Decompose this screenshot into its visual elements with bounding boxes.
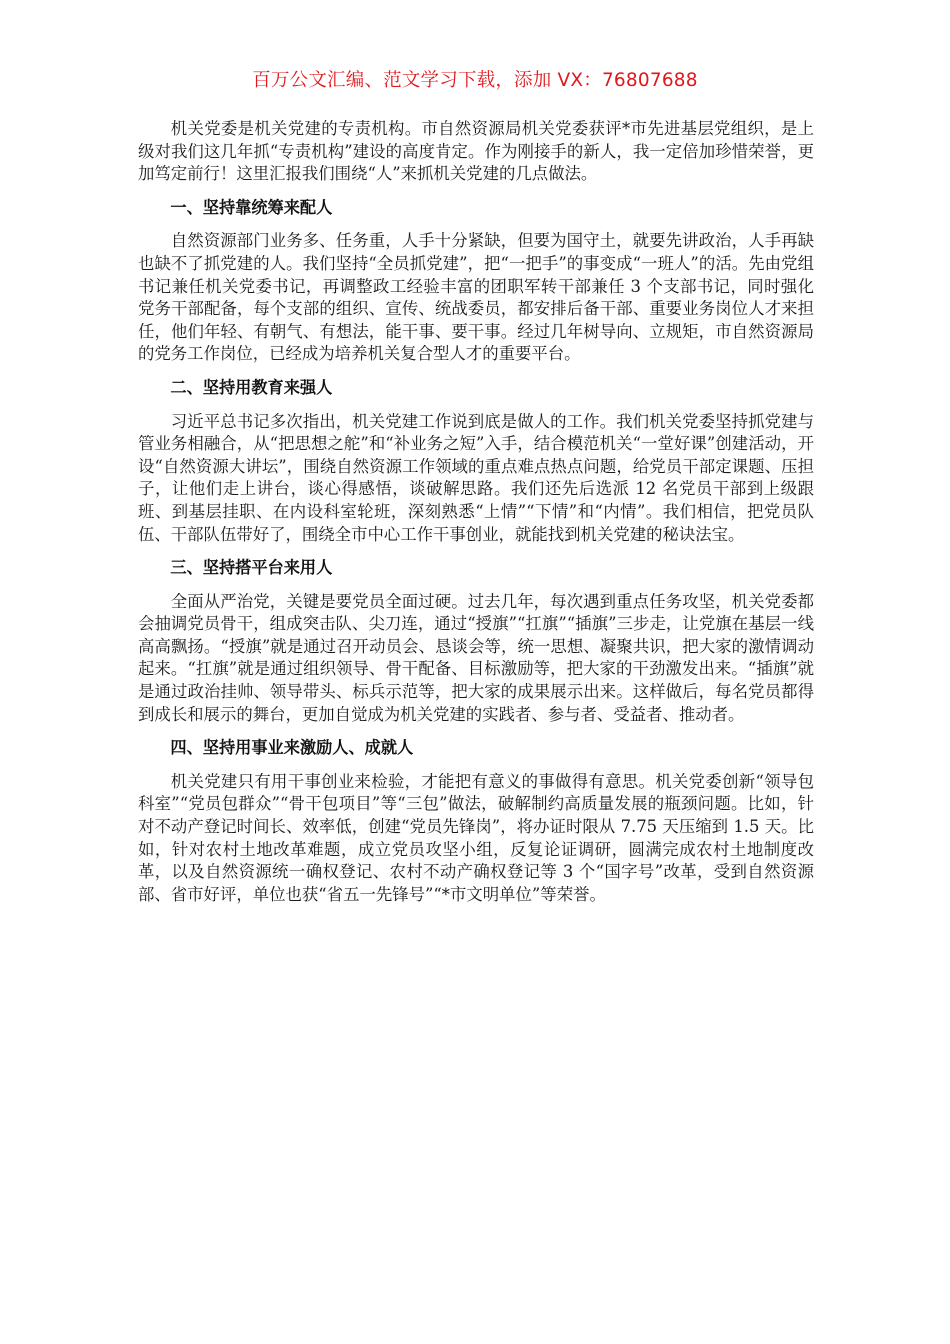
section-heading: 二、坚持用教育来强人 [170, 377, 333, 397]
document-body [138, 118, 814, 906]
section-paragraph: 自然资源部门业务多、任务重，人手十分紧缺，但要为国守土，就要先讲政治，人手再缺也缺不了抓党建的人。我们坚持“全员抓党建”，把“一把手”的事变成“一班人”的活。先由党组书记兼任机关党委书记，再调整政工经验丰富的团职军转干部兼任 3 个支部书记，同时强化党务干部配备，每个支部的组织、宣传、统战委员，都安排后备干部、重要业务岗位人才来担任，他们年轻、有朝气、有想法，能干事、要干事。经过几年树导向、立规矩，市自然资源局的党务工作岗位，已经成为培养机关复合型人才的重要平台。 [138, 231, 814, 364]
section-4 [138, 737, 814, 906]
section-paragraph: 机关党建只有用干事创业来检验，才能把有意义的事做得有意思。机关党委创新“领导包科室”“党员包群众”“骨干包项目”等“三包”做法，破解制约高质量发展的瓶颈问题。比如，针对不动产登记时间长、效率低，创建“党员先锋岗”，将办证时限从 7.75 天压缩到 1.5 天。比如，针对农村土地改革难题，成立党员攻坚小组，反复论证调研，圆满完成农村土地制度改革，以及自然资源统一确权登记、农村不动产确权登记等 3 个“国字号”改革，受到自然资源部、省市好评，单位也获“省五一先锋号”“*市文明单位”等荣誉。 [138, 771, 814, 904]
section-heading: 四、坚持用事业来激励人、成就人 [170, 738, 414, 758]
watermark-banner: 百万公文汇编、范文学习下载，添加 VX：76807688 [252, 70, 698, 91]
section-heading: 一、坚持靠统筹来配人 [170, 197, 333, 217]
section-paragraph: 习近平总书记多次指出，机关党建工作说到底是做人的工作。我们机关党委坚持抓党建与管业务相融合，从“把思想之舵”和“补业务之短”入手，结合模范机关“一堂好课”创建活动，开设“自然资源大讲坛”，围绕自然资源工作领域的重点难点热点问题，给党员干部定课题、压担子，让他们走上讲台，谈心得感悟，谈破解思路。我们还先后选派 12 名党员干部到上级跟班、到基层挂职、在内设科室轮班，深刻熟悉“上情”“下情”和“内情”。我们相信，把党员队伍、干部队伍带好了，围绕全市中心工作干事创业，就能找到机关党建的秘诀法宝。 [138, 411, 814, 544]
section-3 [138, 557, 814, 726]
section-heading: 三、坚持搭平台来用人 [170, 558, 333, 578]
section-2 [138, 377, 814, 546]
section-paragraph: 全面从严治党，关键是要党员全面过硬。过去几年，每次遇到重点任务攻坚，机关党委都会抽调党员骨干，组成突击队、尖刀连，通过“授旗”“扛旗”“插旗”三步走，让党旗在基层一线高高飘扬。“授旗”就是通过召开动员会、恳谈会等，统一思想、凝聚共识，把大家的激情调动起来。“扛旗”就是通过组织领导、骨干配备、目标激励等，把大家的干劲激发出来。“插旗”就是通过政治挂帅、领导带头、标兵示范等，把大家的成果展示出来。这样做后，每名党员都得到成长和展示的舞台，更加自觉成为机关党建的实践者、参与者、受益者、推动者。 [138, 591, 814, 724]
intro-paragraph: 机关党委是机关党建的专责机构。市自然资源局机关党委获评*市先进基层党组织，是上级对我们这几年抓“专责机构”建设的高度肯定。作为刚接手的新人，我一定倍加珍惜荣誉，更加笃定前行！这里汇报我们围绕“人”来抓机关党建的几点做法。 [138, 119, 814, 184]
section-1 [138, 197, 814, 366]
